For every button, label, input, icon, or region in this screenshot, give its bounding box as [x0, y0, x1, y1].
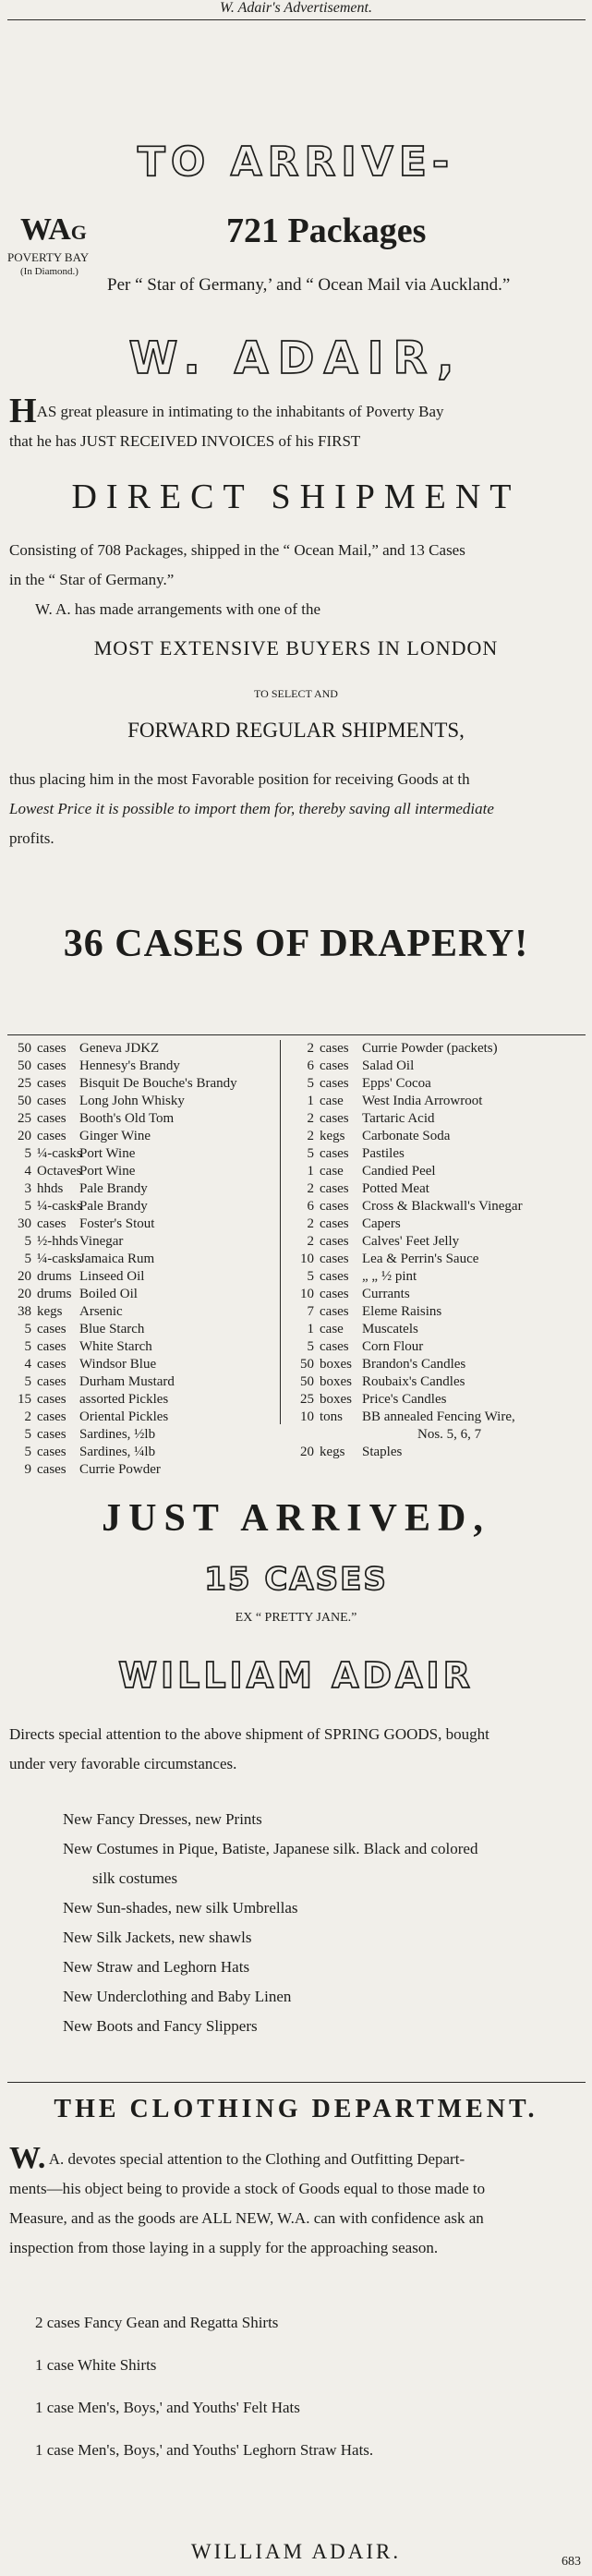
- goods-unit: cases: [37, 1339, 66, 1354]
- goods-qty: 50: [300, 1357, 314, 1372]
- running-header: W. Adair's Advertisement.: [220, 0, 372, 16]
- goods-unit: ¼-casks: [37, 1146, 82, 1161]
- goods-item: Blue Starch: [79, 1322, 145, 1336]
- goods-item: Geneva JDKZ: [79, 1041, 160, 1056]
- goods-item: Pale Brandy: [79, 1181, 148, 1196]
- goods-qty: 20: [18, 1129, 31, 1143]
- goods-unit: ¼-casks: [37, 1252, 82, 1266]
- goods-item: Pale Brandy: [79, 1199, 148, 1214]
- goods-item: Cross & Blackwall's Vinegar: [362, 1199, 523, 1214]
- goods-unit: cases: [37, 1462, 66, 1477]
- thus-line-2: Lowest Price it is possible to import them for, thereby saving all intermediate: [9, 800, 494, 817]
- consisting-line-1: Consisting of 708 Packages, shipped in the “ Ocean Mail,” and 13 Cases: [9, 541, 465, 559]
- goods-unit: case: [320, 1094, 344, 1108]
- goods-row: [0, 1180, 277, 1198]
- place-note: (In Diamond.): [20, 266, 79, 277]
- goods-row: [0, 1444, 277, 1461]
- goods-item: Vinegar: [79, 1234, 124, 1249]
- goods-item: Ginger Wine: [79, 1129, 151, 1143]
- goods-row: [283, 1426, 587, 1444]
- goods-row: [0, 1110, 277, 1128]
- goods-row: [0, 1093, 277, 1110]
- goods-row: [0, 1215, 277, 1233]
- goods-item: Capers: [362, 1216, 401, 1231]
- goods-item: Tartaric Acid: [362, 1111, 435, 1126]
- goods-unit: cases: [320, 1111, 349, 1126]
- goods-qty: 10: [300, 1287, 314, 1301]
- goods-row: [0, 1145, 277, 1163]
- goods-row: [283, 1198, 587, 1215]
- goods-item: Currants: [362, 1287, 410, 1301]
- goods-row: [283, 1321, 587, 1338]
- goods-row: [0, 1075, 277, 1093]
- goods-item: Hennesy's Brandy: [79, 1058, 180, 1073]
- goods-qty: 30: [18, 1216, 31, 1231]
- goods-item: Eleme Raisins: [362, 1304, 442, 1319]
- goods-unit: cases: [37, 1392, 66, 1407]
- goods-item: Foster's Stout: [79, 1216, 155, 1231]
- goods-qty: 5: [307, 1146, 314, 1161]
- goods-unit: Octaves: [37, 1164, 82, 1179]
- goods-unit: cases: [37, 1129, 66, 1143]
- goods-unit: cases: [320, 1058, 349, 1073]
- goods-unit: cases: [320, 1146, 349, 1161]
- most-extensive-buyers: MOST EXTENSIVE BUYERS IN LONDON: [93, 636, 499, 659]
- goods-unit: tons: [320, 1409, 344, 1424]
- goods-row: [283, 1075, 587, 1093]
- goods-item: Boiled Oil: [79, 1287, 138, 1301]
- goods-unit: cases: [320, 1076, 349, 1091]
- consisting-line-3: W. A. has made arrangements with one of the: [35, 600, 321, 618]
- william-adair-banner: WILLIAM ADAIR: [118, 1655, 474, 1696]
- goods-item: Booth's Old Tom: [79, 1111, 175, 1126]
- goods-row: [283, 1373, 587, 1391]
- goods-item: Salad Oil: [362, 1058, 415, 1073]
- goods-item: Staples: [362, 1445, 403, 1459]
- goods-row: [283, 1356, 587, 1373]
- shipping-mark-letters: WA: [20, 212, 71, 247]
- goods-row: [0, 1163, 277, 1180]
- clothing-goods-list: [35, 2302, 586, 2472]
- goods-item: Currie Powder (packets): [362, 1041, 498, 1056]
- goods-row: [283, 1110, 587, 1128]
- goods-item: Candied Peel: [362, 1164, 436, 1179]
- goods-item: Sardines, ½lb: [79, 1427, 156, 1442]
- goods-row: [0, 1373, 277, 1391]
- goods-qty: 10: [300, 1252, 314, 1266]
- goods-qty: 25: [300, 1392, 314, 1407]
- goods-unit: cases: [320, 1181, 349, 1196]
- goods-qty: 5: [24, 1427, 31, 1442]
- goods-qty: 4: [24, 1357, 31, 1372]
- goods-unit: kegs: [320, 1445, 345, 1459]
- goods-item: Pastiles: [362, 1146, 405, 1161]
- goods-unit: cases: [320, 1339, 349, 1354]
- clothing-line-3: Measure, and as the goods are ALL NEW, W.A. can with confidence ask an: [9, 2209, 484, 2227]
- goods-row: [0, 1128, 277, 1145]
- goods-row: [0, 1338, 277, 1356]
- drop-cap-w: W.: [9, 2141, 46, 2175]
- goods-row: [283, 1409, 587, 1426]
- page-number: 683: [562, 2555, 581, 2569]
- w-adair-banner: W. ADAIR,: [128, 333, 464, 384]
- list-item: New Boots and Fancy Slippers: [63, 2017, 258, 2035]
- goods-unit: cases: [320, 1304, 349, 1319]
- signature: WILLIAM ADAIR.: [190, 2540, 402, 2563]
- goods-row: [0, 1426, 277, 1444]
- goods-unit: cases: [320, 1269, 349, 1284]
- goods-unit: cases: [37, 1409, 66, 1424]
- goods-unit: cases: [320, 1252, 349, 1266]
- goods-item: Roubaix's Candles: [362, 1374, 465, 1389]
- goods-row: [0, 1198, 277, 1215]
- goods-unit: drums: [37, 1287, 72, 1301]
- intro-line-1: AS great pleasure in intimating to the inhabitants of Poverty Bay: [36, 403, 444, 420]
- goods-unit: hhds: [37, 1181, 64, 1196]
- goods-item: „ „ ½ pint: [362, 1269, 417, 1284]
- thus-paragraph: [9, 765, 587, 853]
- goods-item: Port Wine: [79, 1146, 136, 1161]
- goods-item: Carbonate Soda: [362, 1129, 451, 1143]
- goods-item: Sardines, ¼lb: [79, 1445, 156, 1459]
- shipping-mark-sub: G: [70, 221, 87, 244]
- goods-top-rule: [7, 1034, 586, 1035]
- goods-unit: boxes: [320, 1392, 352, 1407]
- goods-item: Nos. 5, 6, 7: [417, 1427, 482, 1442]
- goods-item: Linseed Oil: [79, 1269, 145, 1284]
- goods-row: [283, 1444, 587, 1461]
- goods-item: Currie Powder: [79, 1462, 161, 1477]
- list-item: New Sun-shades, new silk Umbrellas: [63, 1899, 298, 1917]
- goods-qty: 3: [24, 1181, 31, 1196]
- goods-item: Lea & Perrin's Sauce: [362, 1252, 479, 1266]
- goods-row: [283, 1093, 587, 1110]
- goods-item: Arsenic: [79, 1304, 123, 1319]
- goods-unit: boxes: [320, 1374, 352, 1389]
- goods-qty: 5: [24, 1339, 31, 1354]
- consisting-paragraph: [9, 536, 587, 624]
- goods-qty: 2: [307, 1234, 314, 1249]
- goods-item: West India Arrowroot: [362, 1094, 483, 1108]
- list-item: 1 case Men's, Boys,' and Youths' Leghorn Straw Hats.: [35, 2441, 374, 2459]
- goods-row: [283, 1268, 587, 1286]
- goods-column-divider: [280, 1040, 281, 1424]
- goods-qty: 10: [300, 1409, 314, 1424]
- goods-row: [0, 1303, 277, 1321]
- goods-qty: 6: [307, 1199, 314, 1214]
- goods-unit: cases: [320, 1234, 349, 1249]
- direct-shipment-heading: DIRECT SHIPMENT: [71, 478, 521, 516]
- clothing-heading: THE CLOTHING DEPARTMENT.: [54, 2095, 538, 2123]
- goods-qty: 2: [307, 1041, 314, 1056]
- goods-unit: kegs: [320, 1129, 345, 1143]
- goods-qty: 2: [307, 1181, 314, 1196]
- goods-item: Durham Mustard: [79, 1374, 175, 1389]
- goods-row: [0, 1286, 277, 1303]
- goods-item: Calves' Feet Jelly: [362, 1234, 460, 1249]
- goods-qty: 2: [24, 1409, 31, 1424]
- goods-qty: 4: [24, 1164, 31, 1179]
- goods-item: Epps' Cocoa: [362, 1076, 431, 1091]
- goods-item: Brandon's Candles: [362, 1357, 466, 1372]
- list-item: New Fancy Dresses, new Prints: [63, 1810, 262, 1828]
- goods-qty: 50: [18, 1058, 31, 1073]
- clothing-paragraph: [9, 2141, 587, 2263]
- goods-qty: 9: [24, 1462, 31, 1477]
- goods-qty: 5: [307, 1269, 314, 1284]
- goods-qty: 5: [307, 1339, 314, 1354]
- intro-line-2: that he has JUST RECEIVED INVOICES of his FIRST: [9, 432, 361, 450]
- list-item: New Costumes in Pique, Batiste, Japanese silk. Black and colored: [63, 1840, 478, 1857]
- goods-row: [283, 1058, 587, 1075]
- goods-qty: 1: [307, 1094, 314, 1108]
- goods-row: [283, 1040, 587, 1058]
- goods-qty: 38: [18, 1304, 31, 1319]
- goods-row: [0, 1391, 277, 1409]
- goods-qty: 1: [307, 1164, 314, 1179]
- goods-item: Muscatels: [362, 1322, 418, 1336]
- goods-row: [0, 1058, 277, 1075]
- goods-row: [0, 1040, 277, 1058]
- goods-item: Jamaica Rum: [79, 1252, 155, 1266]
- drapery-heading: 36 CASES OF DRAPERY!: [63, 923, 529, 965]
- goods-row: [283, 1391, 587, 1409]
- goods-qty: 25: [18, 1076, 31, 1091]
- goods-unit: cases: [320, 1216, 349, 1231]
- goods-row: [283, 1215, 587, 1233]
- goods-item: Bisquit De Bouche's Brandy: [79, 1076, 237, 1091]
- goods-unit: cases: [37, 1111, 66, 1126]
- forward-shipments: FORWARD REGULAR SHIPMENTS,: [127, 719, 465, 742]
- goods-qty: 15: [18, 1392, 31, 1407]
- header-rule: [7, 19, 586, 20]
- clothing-line-2: ments—his object being to provide a stock of Goods equal to those made to: [9, 2180, 486, 2197]
- goods-item: Windsor Blue: [79, 1357, 157, 1372]
- goods-unit: cases: [37, 1076, 66, 1091]
- clothing-top-rule: [7, 2082, 586, 2083]
- list-item: 1 case Men's, Boys,' and Youths' Felt Hats: [35, 2399, 300, 2416]
- goods-item: Corn Flour: [362, 1339, 424, 1354]
- goods-unit: cases: [37, 1058, 66, 1073]
- goods-unit: ½-hhds: [37, 1234, 79, 1249]
- goods-qty: 1: [307, 1322, 314, 1336]
- goods-qty: 5: [24, 1146, 31, 1161]
- goods-unit: cases: [37, 1374, 66, 1389]
- goods-qty: 50: [18, 1041, 31, 1056]
- goods-qty: 5: [24, 1374, 31, 1389]
- list-item: 2 cases Fancy Gean and Regatta Shirts: [35, 2314, 279, 2331]
- goods-qty: 5: [24, 1234, 31, 1249]
- goods-unit: kegs: [37, 1304, 63, 1319]
- list-item: New Straw and Leghorn Hats: [63, 1958, 250, 1976]
- goods-row: [0, 1356, 277, 1373]
- ex-pretty-jane: EX “ PRETTY JANE.”: [235, 1611, 357, 1625]
- just-arrived-heading: JUST ARRIVED,: [102, 1497, 490, 1540]
- goods-qty: 20: [18, 1287, 31, 1301]
- thus-line-3: profits.: [9, 829, 54, 847]
- goods-row: [0, 1409, 277, 1426]
- goods-qty: 5: [24, 1445, 31, 1459]
- intro-paragraph: [9, 392, 587, 456]
- goods-qty: 5: [307, 1076, 314, 1091]
- goods-row: [283, 1303, 587, 1321]
- goods-unit: drums: [37, 1269, 72, 1284]
- goods-unit: cases: [37, 1041, 66, 1056]
- goods-item: Price's Candles: [362, 1392, 447, 1407]
- fifteen-cases-heading: 15 CASES: [204, 1561, 388, 1598]
- goods-qty: 25: [18, 1111, 31, 1126]
- goods-row: [283, 1233, 587, 1251]
- list-item: New Silk Jackets, new shawls: [63, 1929, 252, 1946]
- list-item: silk costumes: [92, 1869, 178, 1887]
- goods-qty: 6: [307, 1058, 314, 1073]
- per-ships-line: Per “ Star of Germany,’ and “ Ocean Mail via Auckland.”: [107, 275, 511, 295]
- goods-item: Potted Meat: [362, 1181, 429, 1196]
- directs-line-1: Directs special attention to the above shipment of SPRING GOODS, bought: [9, 1725, 489, 1743]
- packages-count: 721 Packages: [226, 212, 427, 250]
- goods-right-column: [283, 1040, 587, 1461]
- goods-item: BB annealed Fencing Wire,: [362, 1409, 515, 1424]
- goods-unit: cases: [37, 1427, 66, 1442]
- goods-qty: 50: [300, 1374, 314, 1389]
- goods-unit: cases: [37, 1094, 66, 1108]
- goods-item: White Starch: [79, 1339, 152, 1354]
- goods-row: [283, 1286, 587, 1303]
- goods-qty: 2: [307, 1111, 314, 1126]
- goods-row: [283, 1128, 587, 1145]
- goods-unit: cases: [37, 1322, 66, 1336]
- goods-unit: cases: [37, 1357, 66, 1372]
- goods-left-column: [0, 1040, 277, 1479]
- goods-row: [283, 1180, 587, 1198]
- goods-row: [0, 1233, 277, 1251]
- goods-row: [283, 1145, 587, 1163]
- directs-paragraph: [9, 1720, 587, 1779]
- goods-unit: cases: [37, 1216, 66, 1231]
- goods-item: Oriental Pickles: [79, 1409, 169, 1424]
- clothing-line-4: inspection from those laying in a supply for the approaching season.: [9, 2239, 439, 2256]
- consisting-line-2: in the “ Star of Germany.”: [9, 571, 175, 588]
- goods-row: [283, 1163, 587, 1180]
- goods-unit: cases: [320, 1287, 349, 1301]
- goods-unit: case: [320, 1164, 344, 1179]
- list-item: 1 case White Shirts: [35, 2356, 157, 2374]
- goods-qty: 2: [307, 1129, 314, 1143]
- goods-unit: case: [320, 1322, 344, 1336]
- shipping-mark: [20, 212, 87, 248]
- goods-qty: 50: [18, 1094, 31, 1108]
- goods-unit: ¼-casks: [37, 1199, 82, 1214]
- goods-row: [0, 1321, 277, 1338]
- goods-qty: 5: [24, 1199, 31, 1214]
- goods-row: [0, 1268, 277, 1286]
- clothing-line-1: A. devotes special attention to the Clothing and Outfitting Depart-: [48, 2150, 465, 2168]
- goods-item: assorted Pickles: [79, 1392, 169, 1407]
- goods-item: Long John Whisky: [79, 1094, 185, 1108]
- goods-row: [0, 1251, 277, 1268]
- goods-row: [283, 1338, 587, 1356]
- goods-qty: 5: [24, 1252, 31, 1266]
- goods-unit: cases: [37, 1445, 66, 1459]
- goods-qty: 20: [18, 1269, 31, 1284]
- directs-line-2: under very favorable circumstances.: [9, 1755, 237, 1772]
- drop-cap-h: H: [9, 392, 37, 430]
- to-select-and: TO SELECT AND: [254, 687, 338, 700]
- goods-qty: 20: [300, 1445, 314, 1459]
- goods-unit: cases: [320, 1041, 349, 1056]
- to-arrive-title: TO ARRIVE-: [137, 139, 455, 186]
- goods-item: Port Wine: [79, 1164, 136, 1179]
- place-name: POVERTY BAY: [7, 250, 90, 264]
- goods-qty: 5: [24, 1322, 31, 1336]
- thus-line-1: thus placing him in the most Favorable position for receiving Goods at th: [9, 770, 470, 788]
- goods-row: [0, 1461, 277, 1479]
- goods-qty: 2: [307, 1216, 314, 1231]
- goods-row: [283, 1251, 587, 1268]
- goods-unit: boxes: [320, 1357, 352, 1372]
- goods-qty: 7: [307, 1304, 314, 1319]
- spring-goods-list: [63, 1805, 586, 2041]
- goods-unit: cases: [320, 1199, 349, 1214]
- list-item: New Underclothing and Baby Linen: [63, 1988, 292, 2005]
